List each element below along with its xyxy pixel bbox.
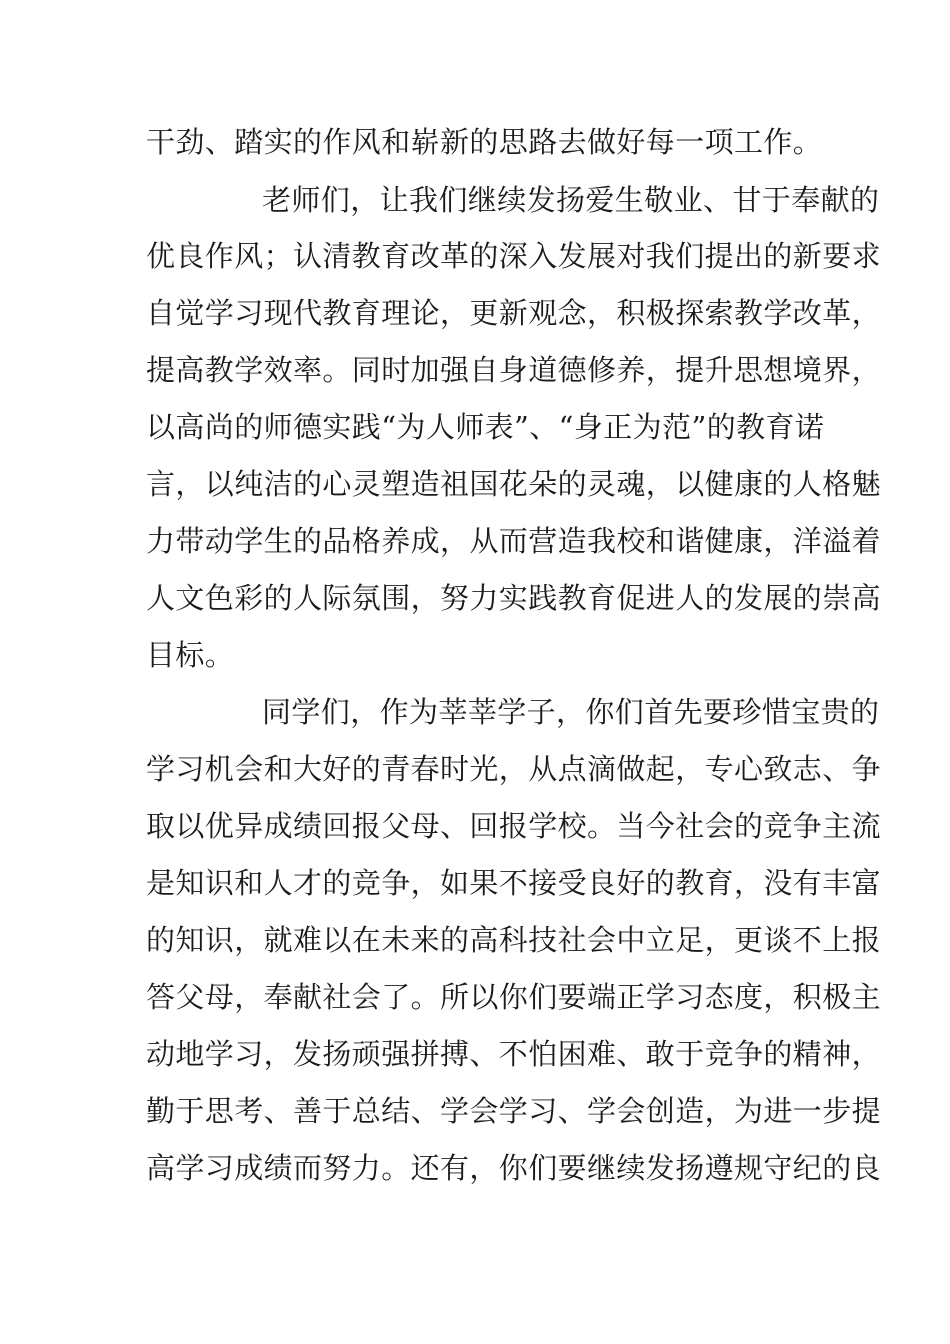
text-line: 言，以纯洁的心灵塑造祖国花朵的灵魂，以健康的人格魅	[146, 467, 882, 501]
paragraph-first-line: 同学们，作为莘莘学子，你们首先要珍惜宝贵的	[262, 695, 880, 729]
text-line: 干劲、踏实的作风和崭新的思路去做好每一项工作。	[146, 125, 823, 159]
text-line: 取以优异成绩回报父母、回报学校。当今社会的竞争主流	[146, 809, 882, 843]
text-line: 以高尚的师德实践“为人师表”、“身正为范”的教育诺	[146, 410, 825, 444]
text-line: 的知识，就难以在未来的高科技社会中立足，更谈不上报	[146, 923, 882, 957]
text-line: 优良作风；认清教育改革的深入发展对我们提出的新要求	[146, 239, 882, 273]
text-line: 提高教学效率。同时加强自身道德修养，提升思想境界，	[146, 353, 882, 387]
paragraph-first-line: 老师们，让我们继续发扬爱生敬业、甘于奉献的	[262, 183, 880, 217]
text-line: 答父母，奉献社会了。所以你们要端正学习态度，积极主	[146, 980, 882, 1014]
text-line: 力带动学生的品格养成，从而营造我校和谐健康，洋溢着	[146, 524, 882, 558]
text-line: 勤于思考、善于总结、学会学习、学会创造，为进一步提	[146, 1094, 882, 1128]
text-line: 目标。	[146, 638, 235, 672]
text-line: 人文色彩的人际氛围，努力实践教育促进人的发展的崇高	[146, 581, 882, 615]
text-line: 动地学习，发扬顽强拼搏、不怕困难、敢于竞争的精神，	[146, 1037, 882, 1071]
text-line: 高学习成绩而努力。还有，你们要继续发扬遵规守纪的良	[146, 1151, 882, 1185]
text-line: 自觉学习现代教育理论，更新观念，积极探索教学改革，	[146, 296, 882, 330]
text-line: 学习机会和大好的青春时光，从点滴做起，专心致志、争	[146, 752, 882, 786]
text-line: 是知识和人才的竞争，如果不接受良好的教育，没有丰富	[146, 866, 882, 900]
